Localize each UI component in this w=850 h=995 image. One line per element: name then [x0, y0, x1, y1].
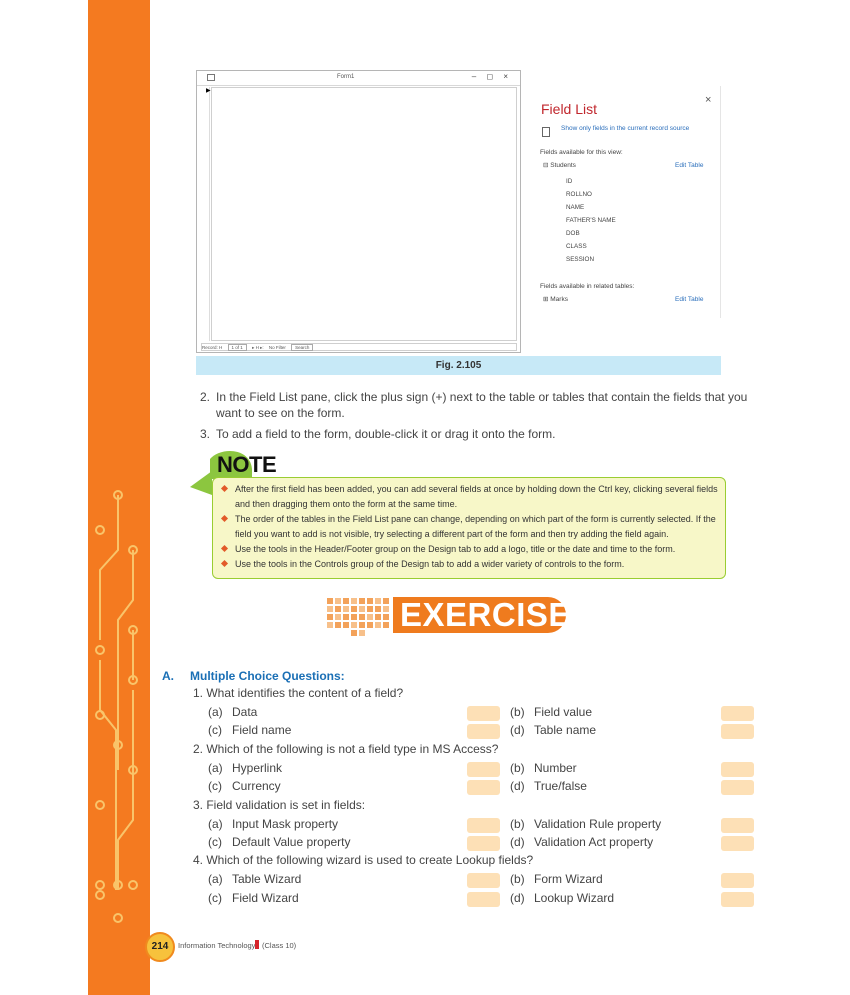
option-a [208, 872, 301, 886]
option-tag: (c) [208, 779, 222, 793]
answer-box[interactable] [721, 836, 754, 851]
answer-box[interactable] [467, 892, 500, 907]
field-item[interactable]: ROLLNO [566, 191, 592, 198]
marks-table-label: Marks [550, 296, 568, 303]
answer-box[interactable] [467, 873, 500, 888]
bullet-icon [221, 545, 228, 552]
footer-subject: Information Technology [178, 941, 256, 950]
note-item [221, 557, 721, 572]
option-b [510, 872, 603, 886]
option-d [510, 779, 587, 793]
record-position-input[interactable]: 1 of 1 [228, 344, 247, 351]
answer-box[interactable] [467, 724, 500, 739]
record-nav-arrows[interactable]: ▸ H ▸: [252, 345, 264, 350]
option-text: True/false [534, 779, 587, 793]
option-tag: (b) [510, 761, 525, 775]
fields-available-label: Fields available for this view: [540, 149, 623, 156]
option-text: Number [534, 761, 577, 775]
option-tag: (a) [208, 817, 223, 831]
answer-box[interactable] [721, 762, 754, 777]
students-table-label: Students [550, 162, 576, 169]
field-item[interactable]: DOB [566, 230, 580, 237]
answer-box[interactable] [721, 892, 754, 907]
figure-caption-bar [196, 356, 721, 375]
record-selector[interactable] [201, 87, 210, 341]
exercise-grid-icon [325, 594, 393, 638]
record-label: Record: H [202, 345, 223, 350]
section-letter: A. [162, 669, 174, 683]
current-record-arrow-icon: ▶ [206, 88, 211, 94]
form-canvas[interactable] [211, 87, 517, 341]
answer-box[interactable] [721, 780, 754, 795]
step-number: 2. [200, 390, 211, 404]
bullet-icon [221, 560, 228, 567]
question-text: 2. Which of the following is not a field type in MS Access? [193, 742, 499, 756]
step-number: 3. [200, 427, 211, 441]
option-text: Lookup Wizard [534, 891, 615, 905]
answer-box[interactable] [721, 724, 754, 739]
record-search-input[interactable]: Search [291, 344, 313, 351]
field-item[interactable]: NAME [566, 204, 585, 211]
option-text: Table Wizard [232, 872, 302, 886]
note-text: After the first field has been added, you can add several fields at once by holding down the Ctrl key, clicking several fields and then dragging them onto the form at the same time. [235, 484, 718, 509]
option-text: Data [232, 705, 258, 719]
window-controls[interactable]: – ◻ × [471, 72, 512, 81]
note-item [221, 512, 721, 542]
form-title: Form1 [337, 74, 355, 80]
step-item [200, 426, 760, 442]
option-text: Hyperlink [232, 761, 283, 775]
footer-separator [255, 940, 259, 949]
marks-table-node[interactable]: ⊞ Marks [543, 296, 568, 303]
students-table-node[interactable]: ⊟ Students [543, 162, 576, 169]
question-text: 4. Which of the following wizard is used to create Lookup fields? [193, 853, 534, 867]
note-list [221, 482, 721, 572]
note-text: Use the tools in the Controls group of the Design tab to add a wider variety of controls to the form. [235, 559, 625, 569]
answer-box[interactable] [467, 836, 500, 851]
option-tag: (c) [208, 891, 222, 905]
field-item[interactable]: SESSION [566, 256, 594, 263]
option-b [510, 761, 577, 775]
footer-class: (Class 10) [262, 941, 297, 950]
field-item[interactable]: ID [566, 178, 573, 185]
question-text: 1. What identifies the content of a field? [193, 686, 404, 700]
option-tag: (d) [510, 779, 525, 793]
option-tag: (b) [510, 872, 525, 886]
option-a [208, 817, 338, 831]
form-design-window [196, 70, 521, 353]
option-b [510, 705, 592, 719]
option-text: Field value [534, 705, 593, 719]
option-tag: (b) [510, 817, 525, 831]
option-text: Table name [534, 723, 597, 737]
answer-box[interactable] [721, 706, 754, 721]
note-item [221, 482, 721, 512]
option-tag: (c) [208, 835, 222, 849]
option-text: Validation Act property [534, 835, 654, 849]
no-filter-button[interactable]: No Filter [268, 345, 286, 350]
option-text: Form Wizard [534, 872, 603, 886]
option-tag: (d) [510, 891, 525, 905]
option-a [208, 761, 282, 775]
note-box [212, 477, 726, 579]
option-c [208, 779, 281, 793]
form-system-icon[interactable] [207, 74, 215, 81]
answer-box[interactable] [467, 706, 500, 721]
page-number: 214 [151, 941, 169, 952]
field-names-list [566, 175, 616, 266]
figure-caption: Fig. 2.105 [435, 360, 482, 371]
edit-table-link-related[interactable]: Edit Table [675, 296, 704, 303]
option-tag: (c) [208, 723, 222, 737]
field-item[interactable]: FATHER'S NAME [566, 217, 616, 224]
option-a [208, 705, 257, 719]
form-title-bar [197, 71, 520, 86]
question-text: 3. Field validation is set in fields: [193, 798, 366, 812]
option-c [208, 723, 291, 737]
option-tag: (b) [510, 705, 525, 719]
step-text: To add a field to the form, double-click it or drag it onto the form. [216, 427, 556, 441]
option-text: Field Wizard [232, 891, 299, 905]
note-title: NOTE [217, 452, 277, 477]
option-text: Default Value property [232, 835, 351, 849]
option-text: Currency [232, 779, 281, 793]
answer-box[interactable] [721, 818, 754, 833]
edit-table-link[interactable]: Edit Table [675, 162, 704, 169]
option-c [208, 891, 299, 905]
field-item[interactable]: CLASS [566, 243, 587, 250]
note-text: Use the tools in the Header/Footer group on the Design tab to add a logo, title or the date and time to the form. [235, 544, 676, 554]
note-text: The order of the tables in the Field List pane can change, depending on which part of the form is currently selected. If the field you want to add is not visible, try selecting a different part of the form and then try adding the field again. [235, 514, 716, 539]
field-list-title: Field List [541, 101, 598, 117]
show-only-fields-link[interactable]: Show only fields in the current record source [561, 125, 690, 132]
field-list-pane [535, 86, 721, 318]
option-tag: (a) [208, 761, 223, 775]
option-tag: (a) [208, 705, 223, 719]
section-title: Multiple Choice Questions: [190, 669, 345, 683]
answer-box[interactable] [467, 762, 500, 777]
answer-box[interactable] [467, 818, 500, 833]
option-b [510, 817, 661, 831]
answer-box[interactable] [721, 873, 754, 888]
document-icon [542, 127, 550, 137]
option-text: Input Mask property [232, 817, 339, 831]
bullet-icon [221, 515, 228, 522]
bullet-icon [221, 485, 228, 492]
option-tag: (d) [510, 723, 525, 737]
step-text: In the Field List pane, click the plus sign (+) next to the table or tables that contain the fields that you want to see on the form. [216, 390, 748, 420]
option-d [510, 891, 614, 905]
close-icon[interactable]: × [705, 94, 712, 106]
record-navigation-bar [201, 343, 517, 351]
step-item [200, 389, 760, 421]
option-c [208, 835, 351, 849]
option-tag: (a) [208, 872, 223, 886]
related-tables-label: Fields available in related tables: [540, 283, 635, 290]
option-d [510, 835, 653, 849]
exercise-title: EXERCISE [400, 596, 571, 633]
option-text: Validation Rule property [534, 817, 662, 831]
answer-box[interactable] [467, 780, 500, 795]
circuit-decoration [88, 440, 150, 940]
note-item [221, 542, 721, 557]
option-d [510, 723, 596, 737]
page-number-badge [145, 932, 175, 962]
option-tag: (d) [510, 835, 525, 849]
option-text: Field name [232, 723, 292, 737]
